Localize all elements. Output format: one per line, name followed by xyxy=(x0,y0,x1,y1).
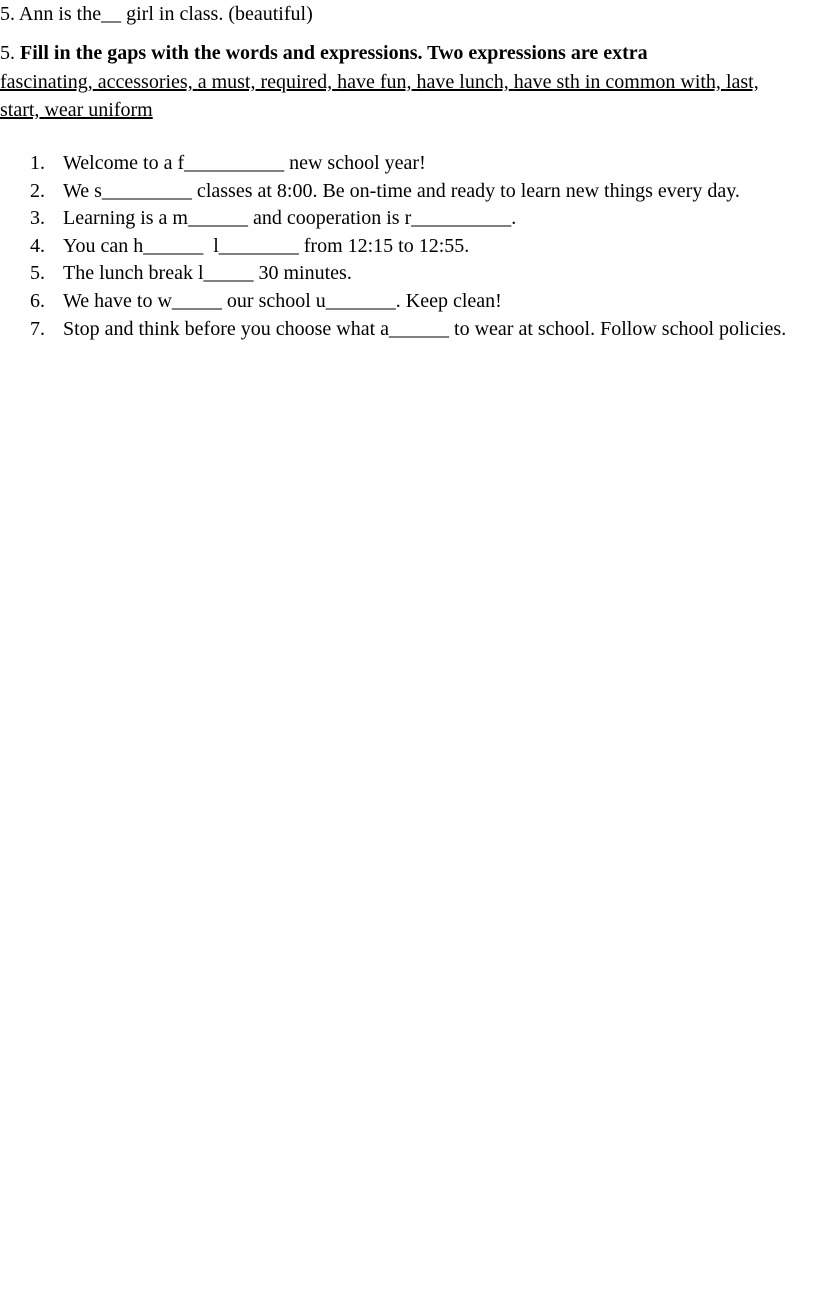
list-item xyxy=(0,260,790,288)
item-number: 6. xyxy=(30,289,45,312)
exercise-title: Fill in the gaps with the words and expressions. Two expressions are extra xyxy=(20,42,648,64)
item-number: 7. xyxy=(30,317,45,340)
word-bank-item: have sth in common with, xyxy=(513,71,721,93)
list-item xyxy=(0,178,790,206)
item-text: The lunch break l_____ 30 minutes. xyxy=(63,262,352,285)
list-item xyxy=(0,288,790,316)
word-bank-item: have fun, xyxy=(337,71,412,93)
previous-exercise-item: 5. Ann is the__ girl in class. (beautiful) xyxy=(0,3,313,25)
list-item xyxy=(0,205,790,233)
item-number: 1. xyxy=(30,152,45,174)
exercise-heading xyxy=(0,41,648,65)
word-bank-item: accessories, xyxy=(97,71,193,93)
item-number: 2. xyxy=(30,179,45,202)
word-bank-item: a must, xyxy=(197,71,256,93)
word-bank-item: last, xyxy=(725,71,759,93)
word-bank-item: fascinating, xyxy=(0,71,93,93)
list-item xyxy=(0,316,790,344)
word-bank-item: have lunch, xyxy=(416,71,509,93)
item-text: We s_________ classes at 8:00. Be on-time and ready to learn new things every day. xyxy=(63,179,740,202)
item-text: You can h______ l________ from 12:15 to 12:55. xyxy=(63,234,470,257)
gap-fill-list xyxy=(0,150,790,343)
item-text: Stop and think before you choose what a______ to wear at school. Follow school policies. xyxy=(63,317,787,340)
word-bank-item: required, xyxy=(260,71,333,93)
item-text: We have to w_____ our school u_______. Keep clean! xyxy=(63,289,502,312)
item-text: Welcome to a f__________ new school year! xyxy=(63,152,426,174)
item-number: 5. xyxy=(30,262,45,285)
item-text: Learning is a m______ and cooperation is r__________. xyxy=(63,207,517,230)
word-bank xyxy=(0,68,790,124)
exercise-number: 5. xyxy=(0,42,15,64)
item-number: 3. xyxy=(30,207,45,230)
word-bank-item: wear uniform xyxy=(44,99,153,121)
word-bank-item: start, xyxy=(0,99,40,121)
item-number: 4. xyxy=(30,234,45,257)
list-item xyxy=(0,233,790,261)
list-item xyxy=(0,150,790,178)
